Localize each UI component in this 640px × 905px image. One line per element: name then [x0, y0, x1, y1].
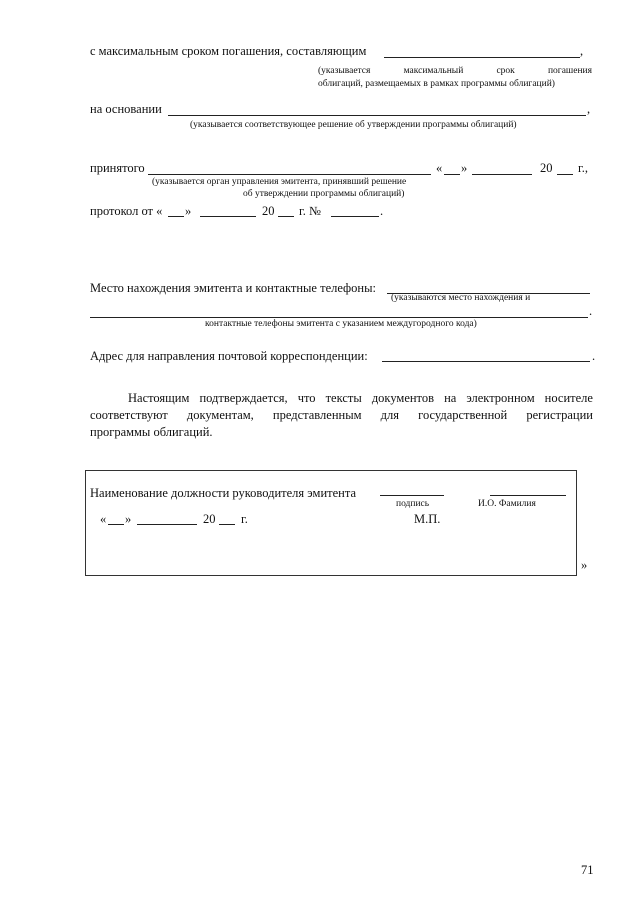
box-year-suffix: г.: [241, 512, 248, 526]
basis-label: на основании: [90, 102, 162, 116]
confirmation-word: документов: [371, 391, 435, 405]
adopted-hint-line2: об утверждении программы облигаций): [243, 189, 405, 199]
signature-caption: подпись: [396, 499, 430, 509]
max-term-hint-line2: облигаций, размещаемых в рамках программы облигаций): [318, 79, 555, 89]
confirmation-word: на: [444, 391, 457, 405]
seal-label: М.П.: [414, 512, 441, 526]
max-term-label: с максимальным сроком погашения, составляющим: [90, 44, 367, 58]
protocol-year-prefix: 20: [262, 204, 275, 218]
confirmation-word: для: [380, 408, 399, 422]
confirmation-word: электронном: [466, 391, 535, 405]
max-term-hint-word: (указывается: [318, 66, 371, 76]
box-day-field[interactable]: [108, 524, 124, 525]
adopted-year-suffix: г.,: [578, 161, 588, 175]
box-year-prefix: 20: [203, 512, 216, 526]
max-term-comma: ,: [580, 44, 584, 58]
confirmation-word: тексты: [325, 391, 362, 405]
location-label: Место нахождения эмитента и контактные телефоны:: [90, 281, 376, 295]
closing-quote: »: [581, 558, 588, 572]
adopted-hint-line1: (указывается орган управления эмитента, принявший решение: [152, 177, 407, 187]
protocol-year-field[interactable]: [278, 216, 294, 217]
address-field[interactable]: [382, 361, 590, 362]
box-year-field[interactable]: [219, 524, 235, 525]
location-hint-line1: (указываются место нахождения и: [391, 293, 531, 303]
adopted-label: принятого: [90, 161, 145, 175]
confirmation-word: соответствуют: [90, 408, 168, 422]
protocol-number-field[interactable]: [331, 216, 379, 217]
confirmation-line3: программы облигаций.: [90, 425, 213, 439]
confirmation-word: что: [297, 391, 316, 405]
protocol-month-field[interactable]: [200, 216, 256, 217]
basis-field[interactable]: [168, 115, 586, 116]
adopted-organ-field[interactable]: [148, 174, 431, 175]
max-term-hint-word: максимальный: [403, 66, 464, 76]
location-hint-line2: контактные телефоны эмитента с указанием междугородного кода): [205, 319, 477, 329]
max-term-hint-line1: [318, 67, 592, 77]
protocol-label: протокол от «: [90, 204, 163, 218]
protocol-year-suffix: г. №: [299, 204, 321, 218]
adopted-quote-open: «: [436, 161, 443, 175]
max-term-hint-word: погашения: [547, 66, 592, 76]
location-end-dot: .: [589, 304, 593, 318]
signature-field[interactable]: [380, 495, 444, 496]
max-term-field[interactable]: [384, 57, 580, 58]
max-term-hint-word: срок: [496, 66, 515, 76]
location-field-line2[interactable]: [90, 317, 588, 318]
confirmation-word: Настоящим: [128, 391, 190, 405]
confirmation-word: подтверждается,: [199, 391, 288, 405]
name-field[interactable]: [490, 495, 566, 496]
basis-hint: (указывается соответствующее решение об утверждении программы облигаций): [190, 120, 517, 130]
date-quote-close: »: [125, 512, 132, 526]
adopted-quote-close: »: [461, 161, 468, 175]
confirmation-word: документам,: [186, 408, 254, 422]
adopted-year-field[interactable]: [557, 174, 573, 175]
protocol-day-field[interactable]: [168, 216, 184, 217]
address-label: Адрес для направления почтовой корреспонденции:: [90, 349, 368, 363]
address-end-dot: .: [592, 349, 596, 363]
confirmation-line2: [90, 409, 593, 422]
confirmation-word: регистрации: [526, 408, 593, 422]
confirmation-word: государственной: [418, 408, 508, 422]
protocol-quote-close: »: [185, 204, 192, 218]
box-month-field[interactable]: [137, 524, 197, 525]
confirmation-word: представленным: [272, 408, 362, 422]
confirmation-line1: [128, 392, 593, 405]
protocol-end: .: [380, 204, 384, 218]
confirmation-word: носителе: [544, 391, 593, 405]
adopted-year-prefix: 20: [540, 161, 553, 175]
date-quote-open: «: [100, 512, 107, 526]
basis-comma: ,: [587, 102, 591, 116]
position-label: Наименование должности руководителя эмитента: [90, 486, 357, 500]
adopted-day-field[interactable]: [444, 174, 460, 175]
adopted-month-field[interactable]: [472, 174, 532, 175]
page-number: 71: [581, 863, 594, 877]
name-caption: И.О. Фамилия: [478, 499, 536, 509]
